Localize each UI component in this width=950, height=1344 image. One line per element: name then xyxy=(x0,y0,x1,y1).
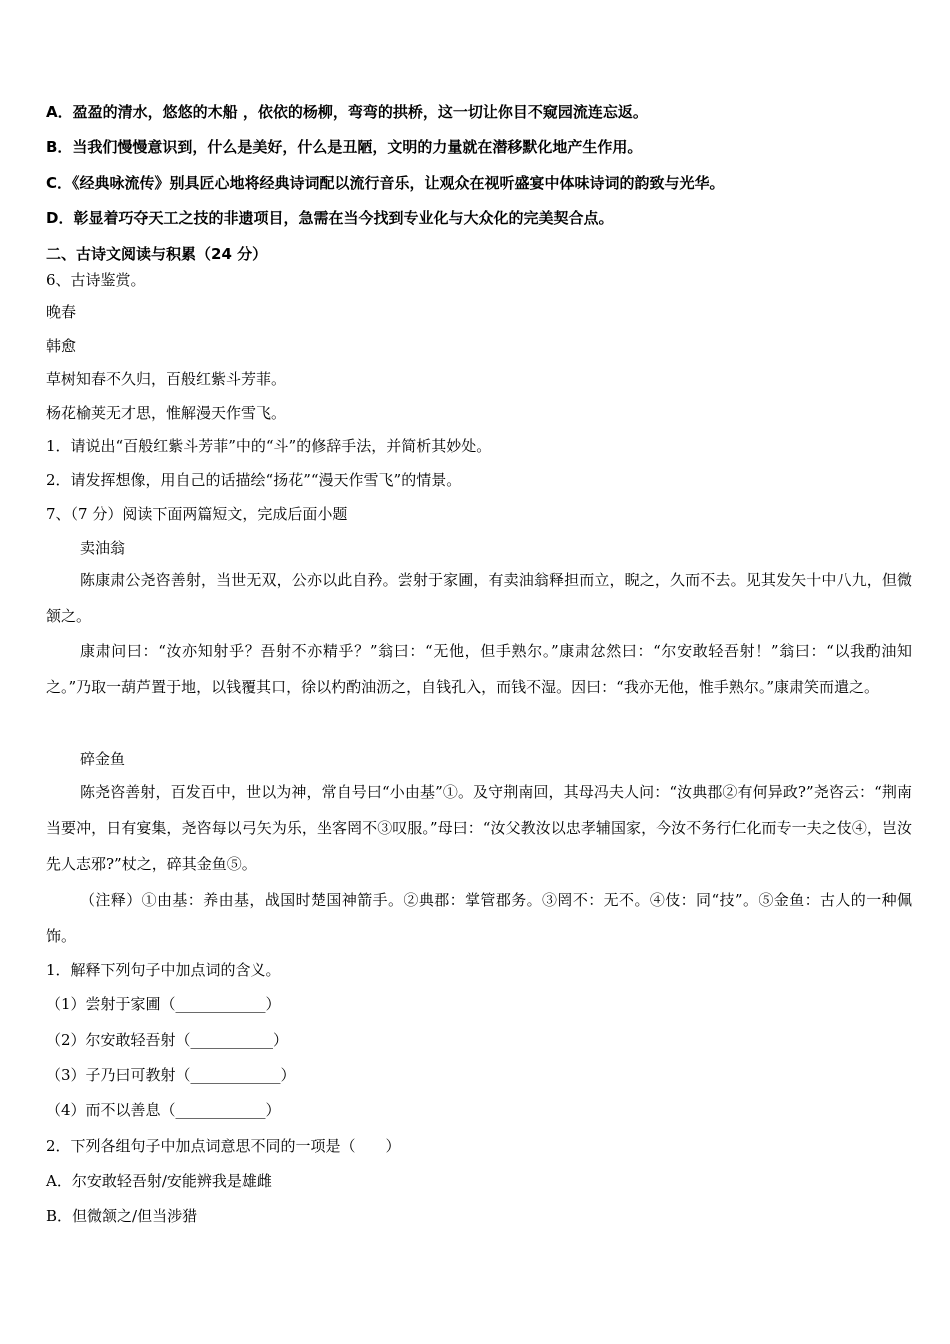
sub1-item-1: （1）尝射于家圃（____________） xyxy=(46,995,281,1013)
option-c: C．《经典咏流传》别具匠心地将经典诗词配以流行音乐，让观众在视听盛宴中体味诗词的韵致与光华。 xyxy=(46,174,725,192)
section-heading: 二、古诗文阅读与积累（24 分） xyxy=(46,245,268,263)
poem-title: 晚春 xyxy=(46,303,77,321)
q6-question-2: 2．请发挥想像，用自己的话描绘“扬花”“漫天作雪飞”的情景。 xyxy=(46,471,462,489)
q6-stem: 6、古诗鉴赏。 xyxy=(46,271,146,289)
option-a: A．盈盈的清水，悠悠的木船 ，依依的杨柳，弯弯的拱桥，这一切让你目不窥园流连忘返。 xyxy=(46,103,648,121)
annotation-notes: （注释）①由基：养由基，战国时楚国神箭手。②典郡：掌管郡务。③罔不：无不。④伎：同“技”。⑤金鱼：古人的一种佩饰。 xyxy=(46,891,912,945)
sub1-stem: 1．解释下列句子中加点词的含义。 xyxy=(46,961,281,979)
sub1-item-3: （3）子乃曰可教射（____________） xyxy=(46,1066,296,1084)
option-b: B．当我们慢慢意识到，什么是美好，什么是丑陋，文明的力量就在潜移默化地产生作用。 xyxy=(46,138,643,156)
text2-paragraph-1: 陈尧咨善射，百发百中，世以为神，常自号曰“小由基”①。及守荆南回，其母冯夫人问：“汝典郡②有何异政?”尧咨云：“荆南当要冲，日有宴集，尧咨每以弓矢为乐，坐客罔不③叹服。”母曰：“汝父教汝以忠孝辅国家，今汝不务行仁化而专一夫之伎④，岂汝先人志邪?”杖之，碎其金鱼⑤。 xyxy=(46,783,912,873)
text1-paragraph-1: 陈康肃公尧咨善射，当世无双，公亦以此自矜。尝射于家圃，有卖油翁释担而立，睨之，久而不去。见其发矢十中八九，但微颔之。 xyxy=(46,571,912,625)
text1-paragraph-2: 康肃问曰：“汝亦知射乎？吾射不亦精乎？”翁曰：“无他，但手熟尔。”康肃忿然曰：“尔安敢轻吾射！”翁曰：“以我酌油知之。”乃取一葫芦置于地，以钱覆其口，徐以杓酌油沥之，自钱孔入，而钱不湿。因曰：“我亦无他，惟手熟尔。”康肃笑而遣之。 xyxy=(46,642,912,696)
option-d: D．彰显着巧夺天工之技的非遗项目，急需在当今找到专业化与大众化的完美契合点。 xyxy=(46,209,614,227)
poem-line-1: 草树知春不久归，百般红紫斗芳菲。 xyxy=(46,370,287,388)
text2-title: 碎金鱼 xyxy=(80,750,126,768)
q7-stem: 7、（7 分）阅读下面两篇短文，完成后面小题 xyxy=(46,505,348,523)
poem-author: 韩愈 xyxy=(46,337,77,355)
sub1-item-4: （4）而不以善息（____________） xyxy=(46,1101,281,1119)
sub2-option-a: A．尔安敢轻吾射/安能辨我是雄雌 xyxy=(46,1172,272,1190)
text1-title: 卖油翁 xyxy=(80,539,126,557)
sub2-stem: 2．下列各组句子中加点词意思不同的一项是（ ） xyxy=(46,1137,401,1155)
sub2-option-b: B．但微颔之/但当涉猎 xyxy=(46,1207,198,1225)
sub1-item-2: （2）尔安敢轻吾射（___________） xyxy=(46,1031,289,1049)
poem-line-2: 杨花榆荚无才思，惟解漫天作雪飞。 xyxy=(46,404,287,422)
q6-question-1: 1．请说出“百般红紫斗芳菲”中的“斗”的修辞手法，并简析其妙处。 xyxy=(46,437,492,455)
